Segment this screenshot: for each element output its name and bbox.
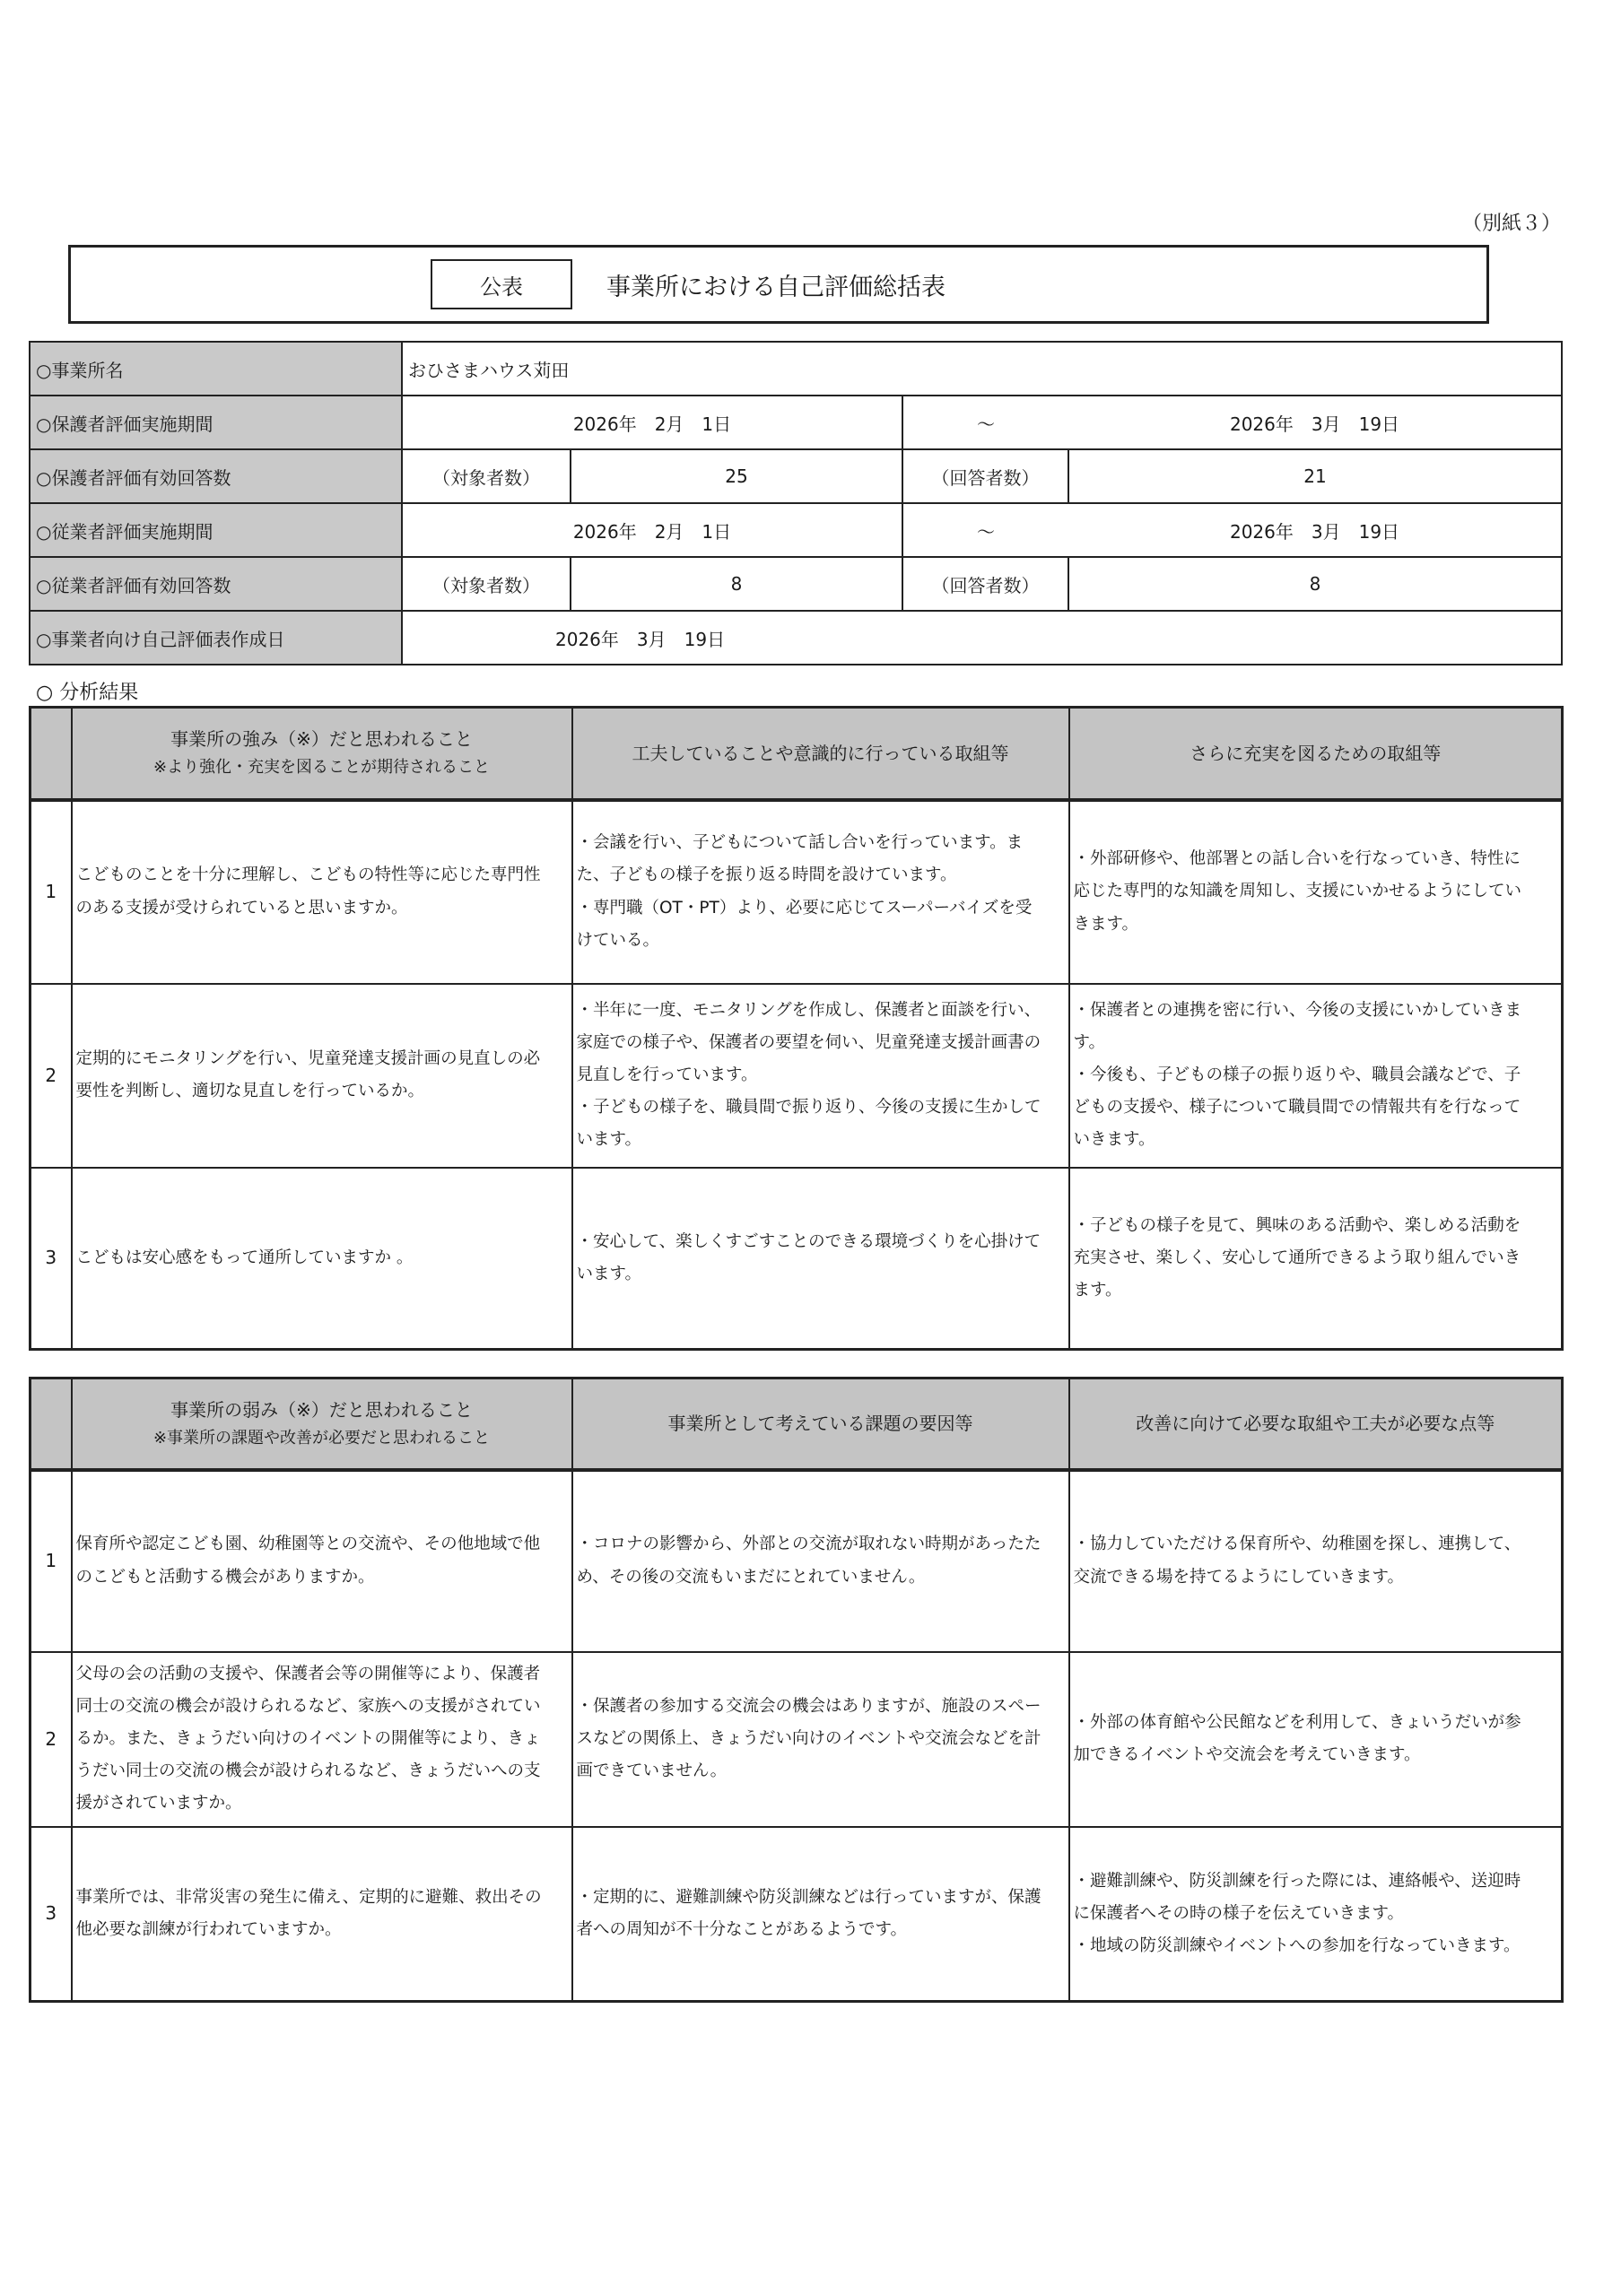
staff-respondent-value: 8 <box>1068 557 1562 611</box>
weakness-cause-line: ・保護者の参加する交流会の機会はありますが、施設のスペー <box>576 1696 1041 1716</box>
staff-count-label: ○従業者評価有効回答数 <box>30 557 402 611</box>
weakness-item-line: 同士の交流の機会が設けられるなど、家族への支援がされてい <box>75 1696 541 1716</box>
weakness-cause-line: スなどの関係上、きょうだい向けのイベントや交流会などを計 <box>576 1728 1041 1748</box>
strength-plan-cell <box>1069 984 1563 1168</box>
weaknesses-col3-header: 改善に向けて必要な取組や工夫が必要な点等 <box>1069 1378 1563 1470</box>
strength-effort-line: います。 <box>576 1130 642 1150</box>
strength-effort-line: た、子どもの様子を振り返る時間を設けています。 <box>576 865 957 885</box>
staff-respondent-label: （回答者数） <box>902 557 1068 611</box>
strength-plan-cell <box>1069 800 1563 984</box>
guardian-period-end: 2026年 3月 19日 <box>1068 396 1562 449</box>
annex-label: （別紙３） <box>1462 213 1562 235</box>
guardian-period-label: ○保護者評価実施期間 <box>30 396 402 449</box>
office-name-value: おひさまハウス苅田 <box>402 342 1562 396</box>
weakness-plan-cell <box>1069 1652 1563 1827</box>
weakness-row <box>31 1652 1563 1827</box>
public-badge: 公表 <box>431 259 572 309</box>
strength-item-cell <box>72 984 572 1168</box>
strength-effort-cell <box>572 800 1069 984</box>
strength-effort-line: 家庭での様子や、保護者の要望を伺い、児童発達支援計画書の <box>576 1032 1041 1052</box>
guardian-count-label: ○保護者評価有効回答数 <box>30 449 402 503</box>
info-row-staff-period <box>30 503 1562 557</box>
weakness-plan-cell <box>1069 1470 1563 1652</box>
strength-effort-line: ・子どもの様子を、職員間で振り返り、今後の支援に生かして <box>576 1098 1041 1118</box>
guardian-target-value: 25 <box>571 449 902 503</box>
row-number: 2 <box>31 984 72 1168</box>
strength-effort-line: ・安心して、楽しくすごすことのできる環境づくりを心掛けて <box>576 1231 1041 1251</box>
row-number: 2 <box>31 1652 72 1827</box>
weakness-item-line: 事業所では、非常災害の発生に備え、定期的に避難、救出その <box>75 1887 542 1907</box>
row-number: 3 <box>31 1168 72 1350</box>
office-name-label: ○事業所名 <box>30 342 402 396</box>
weakness-item-line: 保育所や認定こども園、幼稚園等との交流や、その他地域で他 <box>75 1535 541 1554</box>
staff-period-label: ○従業者評価実施期間 <box>30 503 402 557</box>
weakness-cause-cell <box>572 1652 1069 1827</box>
created-date-value: 2026年 3月 19日 <box>402 611 1562 665</box>
strengths-col2-header: 工夫していることや意識的に行っている取組等 <box>572 708 1069 800</box>
strength-effort-cell <box>572 984 1069 1168</box>
strength-row <box>31 800 1563 984</box>
info-row-guardian-count <box>30 449 1562 503</box>
strength-plan-line: ・今後も、子どもの様子の振り返りや、職員会議などで、子 <box>1073 1065 1521 1084</box>
weakness-item-line: 他必要な訓練が行われていますか。 <box>75 1919 342 1939</box>
staff-period-sep: ～ <box>902 503 1068 557</box>
strength-row <box>31 984 1563 1168</box>
weakness-row <box>31 1470 1563 1652</box>
created-date-label: ○事業者向け自己評価表作成日 <box>30 611 402 665</box>
guardian-period-start: 2026年 2月 1日 <box>402 396 902 449</box>
strengths-col3-header: さらに充実を図るための取組等 <box>1069 708 1563 800</box>
strength-effort-line: 見直しを行っています。 <box>576 1065 758 1084</box>
weakness-cause-cell <box>572 1470 1069 1652</box>
strengths-col1-header <box>72 708 572 800</box>
weaknesses-header-row <box>31 1378 1563 1470</box>
row-number: 1 <box>31 1470 72 1652</box>
info-row-guardian-period <box>30 396 1562 449</box>
strengths-col1-title: 事業所の強み（※）だと思われること <box>170 728 473 751</box>
strength-plan-line: ・保護者との連携を密に行い、今後の支援にいかしていきま <box>1073 1000 1522 1020</box>
strength-plan-line: ・外部研修や、他部署との話し合いを行なっていき、特性に <box>1073 849 1521 869</box>
weaknesses-table <box>29 1377 1564 2003</box>
number-header <box>31 708 72 800</box>
weakness-item-line: 援がされていますか。 <box>75 1794 242 1813</box>
guardian-respondent-label: （回答者数） <box>902 449 1068 503</box>
weakness-cause-line: め、その後の交流もいまだにとれていません。 <box>576 1567 926 1587</box>
strength-effort-line: います。 <box>576 1264 642 1283</box>
strength-plan-line: す。 <box>1073 1032 1106 1052</box>
weaknesses-col1-note: ※事業所の課題や改善が必要だと思われること <box>153 1428 491 1448</box>
strength-effort-cell <box>572 1168 1069 1350</box>
strength-item-line: こどものことを十分に理解し、こどもの特性等に応じた専門性 <box>75 865 541 885</box>
guardian-target-label: （対象者数） <box>402 449 571 503</box>
strength-plan-line: 充実させ、楽しく、安心して通所できるよう取り組んでいき <box>1073 1248 1521 1267</box>
weakness-cause-line: ・コロナの影響から、外部との交流が取れない時期があったた <box>576 1535 1041 1554</box>
info-row-staff-count <box>30 557 1562 611</box>
page-title: 事業所における自己評価総括表 <box>606 274 946 301</box>
weakness-plan-line: ・協力していただける保育所や、幼稚園を探し、連携して、 <box>1073 1535 1521 1554</box>
weakness-plan-line: ・地域の防災訓練やイベントへの参加を行なっていきます。 <box>1073 1935 1521 1955</box>
staff-target-label: （対象者数） <box>402 557 571 611</box>
strength-effort-line: ・会議を行い、子どもについて話し合いを行っています。ま <box>576 833 1024 853</box>
strength-plan-line: 応じた専門的な知識を周知し、支援にいかせるようにしてい <box>1073 882 1522 901</box>
strength-effort-line: ・専門職（OT・PT）より、必要に応じてスーパーバイズを受 <box>576 898 1033 918</box>
strength-plan-line: ます。 <box>1073 1280 1122 1300</box>
strength-plan-line: ・子どもの様子を見て、興味のある活動や、楽しめる活動を <box>1073 1215 1521 1235</box>
weakness-cause-line: 画できていません。 <box>576 1761 728 1781</box>
weakness-item-line: うだい同士の交流の機会が設けられるなど、きょうだいへの支 <box>75 1761 541 1781</box>
strength-effort-line: けている。 <box>576 930 660 950</box>
guardian-respondent-value: 21 <box>1068 449 1562 503</box>
weakness-cause-line: 者への周知が不十分なことがあるようです。 <box>576 1919 908 1939</box>
weakness-item-line: るか。また、きょうだい向けのイベントの開催等により、きょ <box>75 1728 541 1748</box>
weakness-item-cell <box>72 1827 572 2002</box>
strengths-table <box>29 706 1564 1351</box>
info-table <box>29 341 1563 665</box>
weakness-cause-cell <box>572 1827 1069 2002</box>
weakness-plan-cell <box>1069 1827 1563 2002</box>
weakness-item-cell <box>72 1470 572 1652</box>
row-number: 3 <box>31 1827 72 2002</box>
staff-period-end: 2026年 3月 19日 <box>1068 503 1562 557</box>
strength-plan-cell <box>1069 1168 1563 1350</box>
strength-effort-line: ・半年に一度、モニタリングを作成し、保護者と面談を行い、 <box>576 1000 1041 1020</box>
strengths-header-row <box>31 708 1563 800</box>
weakness-item-cell <box>72 1652 572 1827</box>
info-row-created <box>30 611 1562 665</box>
number-header <box>31 1378 72 1470</box>
weakness-cause-line: ・定期的に、避難訓練や防災訓練などは行っていますが、保護 <box>576 1887 1041 1907</box>
weaknesses-col2-header: 事業所として考えている課題の要因等 <box>572 1378 1069 1470</box>
weaknesses-col1-header <box>72 1378 572 1470</box>
strength-item-cell <box>72 800 572 984</box>
strength-item-line: 定期的にモニタリングを行い、児童発達支援計画の見直しの必 <box>75 1048 541 1068</box>
staff-period-start: 2026年 2月 1日 <box>402 503 902 557</box>
guardian-period-sep: ～ <box>902 396 1068 449</box>
weakness-plan-line: 加できるイベントや交流会を考えていきます。 <box>1073 1745 1421 1764</box>
info-row-office <box>30 342 1562 396</box>
strength-plan-line: どもの支援や、様子について職員間での情報共有を行なって <box>1073 1098 1521 1118</box>
strength-row <box>31 1168 1563 1350</box>
strength-plan-line: いきます。 <box>1073 1130 1155 1150</box>
weakness-item-line: のこどもと活動する機会がありますか。 <box>75 1567 375 1587</box>
staff-target-value: 8 <box>571 557 902 611</box>
weakness-item-line: 父母の会の活動の支援や、保護者会等の開催等により、保護者 <box>75 1664 541 1683</box>
strength-item-line: のある支援が受けられていると思いますか。 <box>75 898 408 918</box>
strength-item-line: こどもは安心感をもって通所していますか 。 <box>75 1248 414 1267</box>
strengths-col1-note: ※より強化・充実を図ることが期待されること <box>153 758 491 778</box>
weaknesses-col1-title: 事業所の弱み（※）だと思われること <box>170 1398 473 1421</box>
strength-plan-line: きます。 <box>1073 914 1139 934</box>
weakness-plan-line: ・避難訓練や、防災訓練を行った際には、連絡帳や、送迎時 <box>1073 1871 1521 1891</box>
weakness-plan-line: 交流できる場を持てるようにしていきます。 <box>1073 1567 1405 1587</box>
row-number: 1 <box>31 800 72 984</box>
weakness-plan-line: に保護者へその時の様子を伝えていきます。 <box>1073 1903 1405 1923</box>
weakness-row <box>31 1827 1563 2002</box>
strength-item-cell <box>72 1168 572 1350</box>
weakness-plan-line: ・外部の体育館や公民館などを利用して、きょいうだいが参 <box>1073 1712 1521 1732</box>
analysis-section-label: ○ 分析結果 <box>36 682 139 704</box>
strength-item-line: 要性を判断し、適切な見直しを行っているか。 <box>75 1082 425 1100</box>
